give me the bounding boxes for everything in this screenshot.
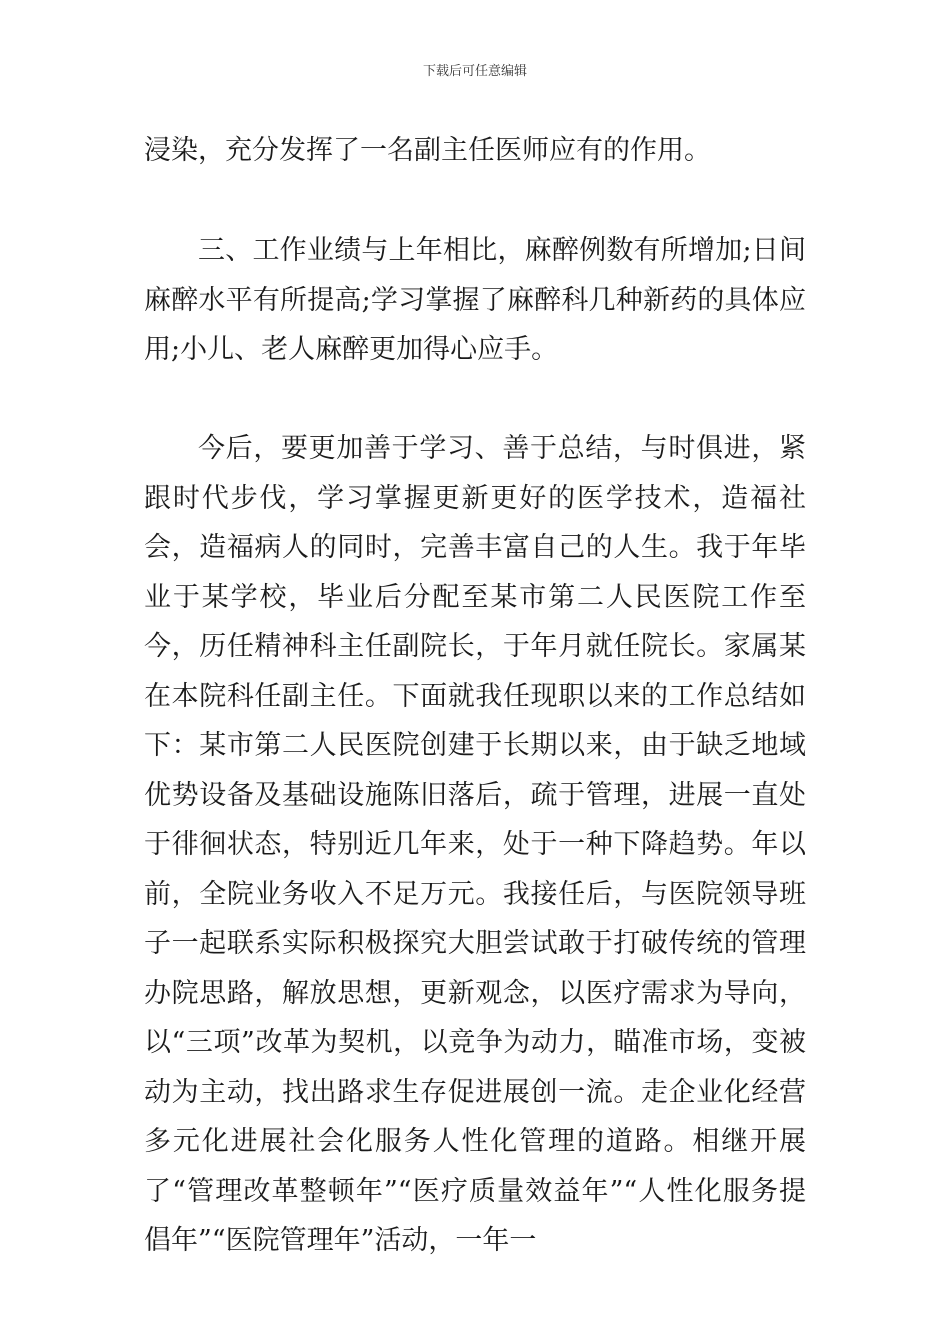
header-note: 下载后可任意编辑 <box>422 64 527 79</box>
paragraph-continuation: 浸染，充分发挥了一名副主任医师应有的作用。 <box>144 135 711 166</box>
paragraph-future-and-summary: 今后，要更加善于学习、善于总结，与时俱进，紧跟时代步伐，学习掌握更新更好的医学技术，造福社会，造福病人的同时，完善丰富自己的人生。我于年毕业于某学校，毕业后分配至某市第二人民医院工作至今，历任精神科主任副院长，于年月就任院长。家属某在本院科任副主任。下面就我任现职以来的工作总结如下：某市第二人民医院创建于长期以来，由于缺乏地域优势设备及基础设施陈旧落后，疏于管理，进展一直处于徘徊状态，特别近几年来，处于一种下降趋势。年以前，全院业务收入不足万元。我接任后，与医院领导班子一起联系实际积极探究大胆尝试敢于打破传统的管理办院思路，解放思想，更新观念，以医疗需求为导向，以“三项”改革为契机，以竞争为动力，瞄准市场，变被动为主动，找出路求生存促进展创一流。走企业化经营多元化进展社会化服务人性化管理的道路。相继开展了“管理改革整顿年”“医疗质量效益年”“人性化服务提倡年”“医院管理年”活动，一年一 <box>144 433 806 1256</box>
paragraph-work-performance: 三、工作业绩与上年相比，麻醉例数有所增加;日间麻醉水平有所提高;学习掌握了麻醉科几种新药的具体应用;小儿、老人麻醉更加得心应手。 <box>144 235 806 365</box>
